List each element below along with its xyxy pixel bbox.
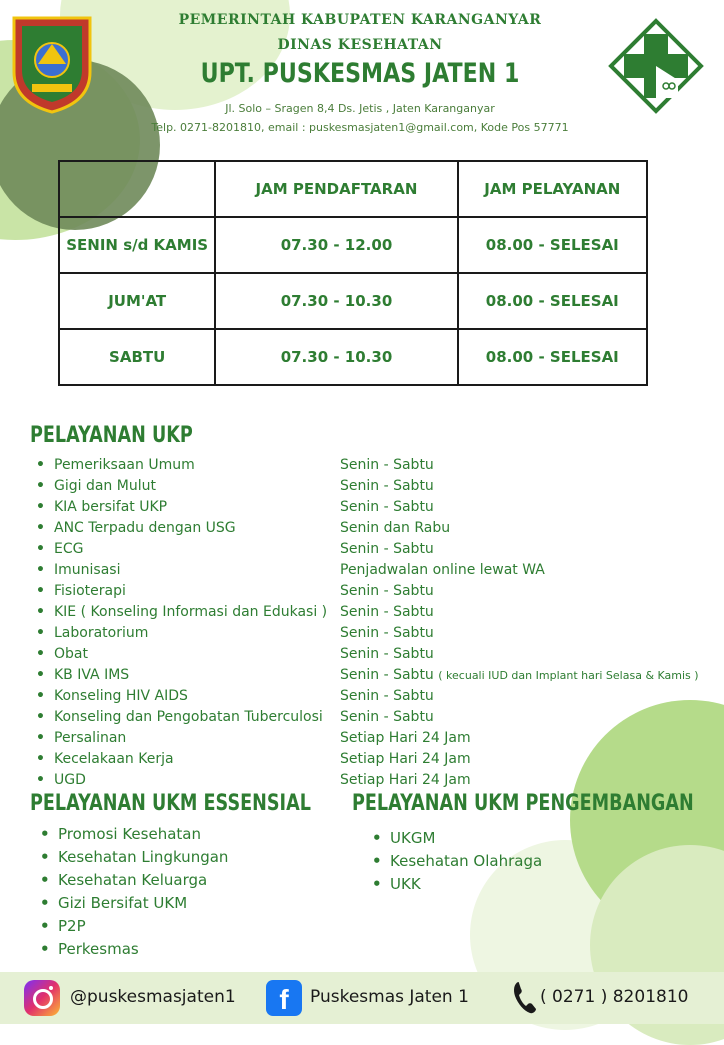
list-item-label: Kesehatan Keluarga: [58, 871, 208, 889]
ukm-pengembangan-list: [372, 827, 542, 896]
list-item: [340, 602, 720, 623]
list-item: • KB IVA IMS: [36, 667, 130, 683]
service-schedule: Senin - Sabtu: [340, 541, 434, 557]
table-header-row: [59, 161, 647, 217]
service-schedule: Setiap Hari 24 Jam: [340, 751, 471, 767]
list-item: • Perkesmas: [40, 940, 139, 958]
list-item-label: UKGM: [390, 829, 436, 847]
service-name: UGD: [54, 772, 86, 788]
instagram-icon: [24, 980, 60, 1016]
list-item: [340, 518, 720, 539]
service-schedule: Senin - Sabtu: [340, 457, 434, 473]
service-name: KB IVA IMS: [54, 667, 130, 683]
list-item: • Gizi Bersifat UKM: [40, 894, 188, 912]
service-name: ANC Terpadu dengan USG: [54, 520, 236, 536]
list-item: [340, 707, 720, 728]
list-item: • Kecelakaan Kerja: [36, 751, 174, 767]
list-item: • Konseling dan Pengobatan Tuberculosi: [36, 709, 323, 725]
service-name: ECG: [54, 541, 84, 557]
list-item: • ECG: [36, 541, 84, 557]
table-row: [59, 217, 647, 273]
list-item: • Promosi Kesehatan: [40, 825, 201, 843]
ukp-schedule-list: [340, 455, 720, 791]
registration-hours-cell: 07.30 - 12.00: [215, 217, 457, 273]
service-schedule: Setiap Hari 24 Jam: [340, 772, 471, 788]
table-header-cell: JAM PENDAFTARAN: [215, 161, 457, 217]
address: Jl. Solo – Sragen 8,4 Ds. Jetis , Jaten Karanganyar: [225, 102, 495, 115]
service-schedule: Senin - Sabtu: [340, 583, 434, 599]
ukm-pengembangan-title: PELAYANAN UKM PENGEMBANGAN: [352, 791, 694, 816]
list-item: • Kesehatan Olahraga: [372, 852, 543, 870]
list-item: [340, 728, 720, 749]
list-item: • Imunisasi: [36, 562, 121, 578]
list-item: • UKK: [372, 875, 421, 893]
list-item: [340, 539, 720, 560]
list-item: [340, 497, 720, 518]
list-item: • Kesehatan Keluarga: [40, 871, 208, 889]
service-hours-cell: 08.00 - SELESAI: [458, 329, 647, 385]
list-item-label: Kesehatan Olahraga: [390, 852, 543, 870]
list-item-label: UKK: [390, 875, 421, 893]
service-name: Gigi dan Mulut: [54, 478, 156, 494]
list-item: • Konseling HIV AIDS: [36, 688, 188, 704]
service-name: Konseling dan Pengobatan Tuberculosi: [54, 709, 323, 725]
service-name: Laboratorium: [54, 625, 149, 641]
government-title: PEMERINTAH KABUPATEN KARANGANYAR: [178, 12, 542, 28]
phone-number: ( 0271 ) 8201810: [540, 987, 689, 1007]
registration-hours-cell: 07.30 - 10.30: [215, 329, 457, 385]
list-item: [340, 665, 720, 686]
list-item: [340, 560, 720, 581]
service-schedule: Setiap Hari 24 Jam: [340, 730, 471, 746]
list-item: [340, 686, 720, 707]
service-name: Fisioterapi: [54, 583, 126, 599]
list-item: [340, 455, 720, 476]
phone-icon: [512, 980, 538, 1014]
list-item: [340, 623, 720, 644]
list-item: [340, 476, 720, 497]
service-schedule: Senin - Sabtu: [340, 499, 434, 515]
list-item: • KIE ( Konseling Informasi dan Edukasi ): [36, 604, 328, 620]
schedule-note: ( kecuali IUD dan Implant hari Selasa & Kamis ): [438, 669, 699, 682]
service-name: Imunisasi: [54, 562, 121, 578]
service-hours-cell: 08.00 - SELESAI: [458, 273, 647, 329]
list-item: • Gigi dan Mulut: [36, 478, 156, 494]
service-name: Pemeriksaan Umum: [54, 457, 195, 473]
list-item: • UGD: [36, 772, 86, 788]
department-title: DINAS KESEHATAN: [277, 37, 443, 53]
list-item: • KIA bersifat UKP: [36, 499, 168, 515]
ukm-essensial-list: [40, 823, 228, 961]
service-schedule: Senin - Sabtu: [340, 667, 434, 683]
registration-hours-cell: 07.30 - 10.30: [215, 273, 457, 329]
list-item: [340, 770, 720, 791]
list-item: • Persalinan: [36, 730, 127, 746]
puskesmas-cross-logo: [608, 18, 704, 114]
service-schedule: Senin dan Rabu: [340, 520, 451, 536]
list-item-label: Kesehatan Lingkungan: [58, 848, 229, 866]
list-item-label: P2P: [58, 917, 86, 935]
service-name: KIA bersifat UKP: [54, 499, 168, 515]
list-item: • P2P: [40, 917, 86, 935]
service-schedule: Penjadwalan online lewat WA: [340, 562, 545, 578]
facebook-icon: f: [266, 980, 302, 1016]
service-schedule: Senin - Sabtu: [340, 625, 434, 641]
ukm-essensial-title: PELAYANAN UKM ESSENSIAL: [30, 791, 311, 816]
service-schedule: Senin - Sabtu: [340, 604, 434, 620]
service-schedule: Senin - Sabtu: [340, 709, 434, 725]
service-name: KIE ( Konseling Informasi dan Edukasi ): [54, 604, 328, 620]
list-item: • Obat: [36, 646, 88, 662]
instagram-handle: @puskesmasjaten1: [70, 987, 236, 1007]
list-item: [340, 644, 720, 665]
schedule-table: [58, 160, 648, 386]
list-item: • Laboratorium: [36, 625, 149, 641]
day-cell: JUM'AT: [59, 273, 215, 329]
ukp-section-title: PELAYANAN UKP: [30, 423, 193, 448]
service-name: Kecelakaan Kerja: [54, 751, 174, 767]
day-cell: SENIN s/d KAMIS: [59, 217, 215, 273]
list-item: • Kesehatan Lingkungan: [40, 848, 229, 866]
regency-emblem: [10, 14, 94, 114]
list-item: [340, 581, 720, 602]
service-schedule: Senin - Sabtu: [340, 688, 434, 704]
service-name: Konseling HIV AIDS: [54, 688, 188, 704]
table-header-cell: JAM PELAYANAN: [458, 161, 647, 217]
table-row: [59, 329, 647, 385]
service-schedule: Senin - Sabtu: [340, 646, 434, 662]
list-item-label: Promosi Kesehatan: [58, 825, 201, 843]
list-item: • Fisioterapi: [36, 583, 126, 599]
list-item-label: Perkesmas: [58, 940, 139, 958]
list-item: • ANC Terpadu dengan USG: [36, 520, 236, 536]
page-title: UPT. PUSKESMAS JATEN 1: [200, 58, 520, 89]
contact-info: Telp. 0271-8201810, email : puskesmasjaten1@gmail.com, Kode Pos 57771: [151, 121, 569, 134]
list-item: [340, 749, 720, 770]
list-item-label: Gizi Bersifat UKM: [58, 894, 188, 912]
facebook-page: Puskesmas Jaten 1: [310, 987, 469, 1007]
list-item: • Pemeriksaan Umum: [36, 457, 195, 473]
service-name: Persalinan: [54, 730, 127, 746]
list-item: • UKGM: [372, 829, 436, 847]
service-schedule: Senin - Sabtu: [340, 478, 434, 494]
table-header-cell: [59, 161, 215, 217]
table-row: [59, 273, 647, 329]
service-hours-cell: 08.00 - SELESAI: [458, 217, 647, 273]
service-name: Obat: [54, 646, 88, 662]
day-cell: SABTU: [59, 329, 215, 385]
ukp-service-list: [36, 455, 356, 791]
